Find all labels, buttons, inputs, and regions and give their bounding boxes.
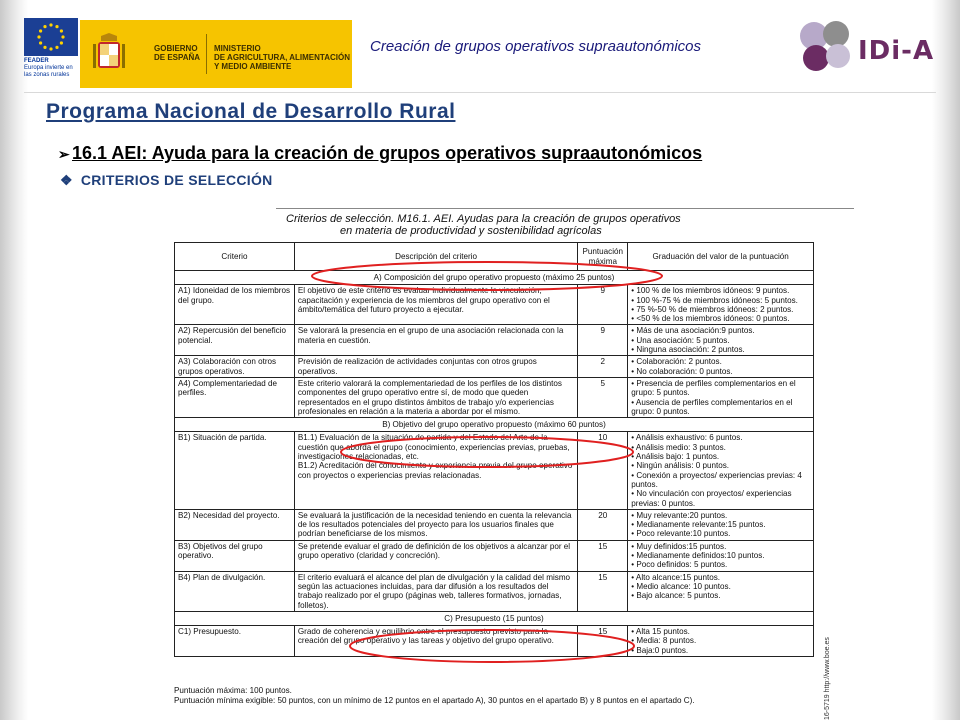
section-row-a xyxy=(175,271,814,285)
table-row xyxy=(175,509,814,540)
government-ministry-logo xyxy=(80,20,352,88)
puntuacion-cell: 9 xyxy=(578,285,628,325)
graduacion-item: • Alto alcance:15 puntos. xyxy=(631,572,721,582)
graduacion-item: • <50 % de los miembros idóneos: 0 puntos. xyxy=(631,314,790,324)
table-header-row xyxy=(175,243,814,271)
graduacion-cell xyxy=(628,540,814,571)
header-subtitle: Creación de grupos operativos supraautonómicos xyxy=(370,38,702,55)
ministry-line1: MINISTERIO xyxy=(214,44,261,53)
table-row xyxy=(175,626,814,657)
document-footnotes xyxy=(174,686,695,706)
graduacion-cell xyxy=(628,285,814,325)
descripcion-part: B1.2) Acreditación del conocimiento y experiencia previa del grupo operativo con proyectos o experiencias previas relacionadas. xyxy=(297,461,573,480)
criterio-cell: A1) Idoneidad de los miembros del grupo. xyxy=(175,285,295,325)
graduacion-item: • 75 %-50 % de miembros idóneos: 2 puntos. xyxy=(631,304,794,314)
graduacion-item: • Bajo alcance: 5 puntos. xyxy=(631,591,721,601)
puntuacion-cell: 15 xyxy=(578,571,628,611)
document-caption-line1: Criterios de selección. M16.1. AEI. Ayudas para la creación de grupos operativos xyxy=(286,213,681,225)
eu-flag-icon xyxy=(24,18,78,56)
criterio-cell: A2) Repercusión del beneficio potencial. xyxy=(175,325,295,356)
document-top-rule xyxy=(276,208,854,209)
descripcion-cell: Este criterio valorará la complementariedad de los perfiles de los distintos componentes del grupo operativo entre sí, de modo que queden representados en el grupo distintos ámbitos de trabajo y/o experiencias profesionales en relación a la materia a abordar por el mismo. xyxy=(294,377,577,417)
graduacion-item: • Poco relevante:10 puntos. xyxy=(631,529,731,539)
descripcion-cell xyxy=(294,432,577,509)
graduacion-item: • 100 %-75 % de miembros idóneos: 5 puntos. xyxy=(631,295,798,305)
section-row-c xyxy=(175,611,814,625)
table-row xyxy=(175,377,814,417)
document-caption-line2: en materia de productividad y sostenibilidad agrícolas xyxy=(340,225,602,237)
graduacion-item: • Baja:0 puntos. xyxy=(631,645,689,655)
criterio-cell: B3) Objetivos del grupo operativo. xyxy=(175,540,295,571)
graduacion-item: • Conexión a proyectos/ experiencias previas: 4 puntos. xyxy=(631,470,802,489)
arrow-bullet-icon: ➢ xyxy=(58,146,70,162)
graduacion-item: • Presencia de perfiles complementarios en el grupo: 5 puntos. xyxy=(631,378,796,398)
section-title-text: 16.1 AEI: Ayuda para la creación de grupos operativos supraautonómicos xyxy=(72,143,703,163)
footnote-max-score: Puntuación máxima: 100 puntos. xyxy=(174,686,292,695)
section-b-label: B) Objetivo del grupo operativo propuesto (máximo 60 puntos) xyxy=(175,418,814,432)
left-shadow-band xyxy=(0,0,28,720)
idi-a-wordmark: IDi-A xyxy=(858,36,935,66)
graduacion-item: • Colaboración: 2 puntos. xyxy=(631,357,722,367)
criteria-table xyxy=(174,242,814,657)
descripcion-part: B1.1) Evaluación de la situación de partida y del Estado del Arte de la cuestión que aborda el grupo (conocimiento, experiencias previas, pruebas, investigaciones relacionadas, etc. xyxy=(297,433,570,462)
descripcion-cell: El objetivo de este criterio es evaluar individualmente la vinculación, capacitación y experiencia de los miembros del grupo operativo con el ámbito/temática del futuro proyecto a ejecutar. xyxy=(294,285,577,325)
table-row xyxy=(175,540,814,571)
graduacion-item: • Medianamente relevante:15 puntos. xyxy=(631,520,766,530)
graduacion-item: • Ausencia de perfiles complementarios en el grupo: 0 puntos. xyxy=(631,397,793,416)
boe-side-reference xyxy=(824,637,854,720)
eu-caption-line2: las zonas rurales xyxy=(24,72,70,78)
graduacion-item: • Poco definidos: 5 puntos. xyxy=(631,560,728,570)
descripcion-cell: Se evaluará la justificación de la necesidad teniendo en cuenta la relevancia de los resultados potenciales del proyecto para los usuarios finales que podrían beneficiarse de los mismos. xyxy=(294,509,577,540)
graduacion-cell xyxy=(628,377,814,417)
descripcion-cell: Se pretende evaluar el grado de definición de los objetivos a alcanzar por el grupo operativo (claridad y concreción). xyxy=(294,540,577,571)
gov-line2: DE ESPAÑA xyxy=(154,53,201,62)
descripcion-cell: Se valorará la presencia en el grupo de una asociación relacionada con la materia en cuestión. xyxy=(294,325,577,356)
section-a-label: A) Composición del grupo operativo propuesto (máximo 25 puntos) xyxy=(175,271,814,285)
header-graduacion: Graduación del valor de la puntuación xyxy=(628,243,814,271)
idi-a-circles-icon xyxy=(796,18,858,74)
graduacion-item: • Alta 15 puntos. xyxy=(631,627,690,637)
document-caption xyxy=(286,213,681,237)
graduacion-item: • Muy relevante:20 puntos. xyxy=(631,510,728,520)
criterio-cell: B1) Situación de partida. xyxy=(175,432,295,509)
graduacion-item: • Muy definidos:15 puntos. xyxy=(631,541,727,551)
graduacion-cell xyxy=(628,432,814,509)
descripcion-cell: El criterio evaluará el alcance del plan de divulgación y la calidad del mismo según las actuaciones incluidas, para dar difusión a los resultados del trabajo realizado por el grupo (páginas web, talleres formativos, jornadas, folletos). xyxy=(294,571,577,611)
graduacion-cell xyxy=(628,571,814,611)
table-row xyxy=(175,356,814,378)
criterio-cell: A3) Colaboración con otros grupos operativos. xyxy=(175,356,295,378)
graduacion-item: • Media: 8 puntos. xyxy=(631,636,697,646)
header-puntuacion: Puntuación máxima xyxy=(578,243,628,271)
graduacion-item: • Análisis medio: 3 puntos. xyxy=(631,442,726,452)
puntuacion-cell: 10 xyxy=(578,432,628,509)
right-shadow-band xyxy=(932,0,960,720)
ministry-text xyxy=(214,44,350,71)
graduacion-item: • No colaboración: 0 puntos. xyxy=(631,366,733,376)
header-descripcion: Descripción del criterio xyxy=(294,243,577,271)
criteria-document-scan xyxy=(116,206,854,720)
footnote-min-score: Puntuación mínima exigible: 50 puntos, con un mínimo de 12 puntos en el apartado A), 30 puntos en el apartado B) y 8 puntos en el apartado C). xyxy=(174,696,695,705)
graduacion-cell xyxy=(628,356,814,378)
descripcion-cell: Grado de coherencia y equilibrio entre el presupuesto previsto para la creación del grupo operativo y las tareas y objetivo del grupo operativo. xyxy=(294,626,577,657)
criterio-cell: B2) Necesidad del proyecto. xyxy=(175,509,295,540)
puntuacion-cell: 20 xyxy=(578,509,628,540)
boe-side-text: 16-5719 http://www.boe.es xyxy=(824,637,831,720)
graduacion-item: • Análisis exhaustivo: 6 puntos. xyxy=(631,433,743,443)
ministry-line2: DE AGRICULTURA, ALIMENTACIÓN xyxy=(214,53,350,62)
header-criterio: Criterio xyxy=(175,243,295,271)
descripcion-cell: Previsión de realización de actividades conjuntas con otros grupos operativos. xyxy=(294,356,577,378)
graduacion-item: • Ningún análisis: 0 puntos. xyxy=(631,461,730,471)
table-row xyxy=(175,432,814,509)
page-title: Programa Nacional de Desarrollo Rural xyxy=(46,100,456,123)
gov-separator xyxy=(206,34,207,74)
section-row-b xyxy=(175,418,814,432)
table-row xyxy=(175,571,814,611)
table-row xyxy=(175,325,814,356)
graduacion-cell xyxy=(628,626,814,657)
ministry-line3: Y MEDIO AMBIENTE xyxy=(214,62,292,71)
coat-of-arms-icon xyxy=(92,32,126,76)
criterio-cell: B4) Plan de divulgación. xyxy=(175,571,295,611)
diamond-bullet-icon: ❖ xyxy=(60,172,73,188)
graduacion-item: • Medianamente definidos:10 puntos. xyxy=(631,551,765,561)
eu-caption xyxy=(24,58,78,79)
graduacion-item: • Más de una asociación:9 puntos. xyxy=(631,326,755,336)
gov-line1: GOBIERNO xyxy=(154,44,198,53)
puntuacion-cell: 15 xyxy=(578,626,628,657)
eu-caption-feader: FEADER xyxy=(24,58,49,64)
puntuacion-cell: 9 xyxy=(578,325,628,356)
eu-feader-logo xyxy=(24,18,78,79)
section-c-label: C) Presupuesto (15 puntos) xyxy=(175,611,814,625)
eu-caption-line1: Europa invierte en xyxy=(24,65,73,71)
graduacion-item: • 100 % de los miembros idóneos: 9 puntos. xyxy=(631,286,790,296)
puntuacion-cell: 2 xyxy=(578,356,628,378)
graduacion-cell xyxy=(628,325,814,356)
criterio-cell: C1) Presupuesto. xyxy=(175,626,295,657)
graduacion-item: • Análisis bajo: 1 puntos. xyxy=(631,452,720,462)
puntuacion-cell: 15 xyxy=(578,540,628,571)
graduacion-cell xyxy=(628,509,814,540)
criteria-heading-text: CRITERIOS DE SELECCIÓN xyxy=(80,172,273,188)
idi-a-logo xyxy=(796,18,936,74)
graduacion-item: • Medio alcance: 10 puntos. xyxy=(631,581,731,591)
graduacion-item: • No vinculación con proyectos/ experiencias previas: 0 puntos. xyxy=(631,489,792,508)
section-title xyxy=(58,143,702,164)
graduacion-item: • Una asociación: 5 puntos. xyxy=(631,335,730,345)
table-row xyxy=(175,285,814,325)
government-text xyxy=(154,44,200,62)
header-divider xyxy=(24,92,936,93)
graduacion-item: • Ninguna asociación: 2 puntos. xyxy=(631,345,745,355)
criterio-cell: A4) Complementariedad de perfiles. xyxy=(175,377,295,417)
criteria-heading xyxy=(60,172,273,189)
puntuacion-cell: 5 xyxy=(578,377,628,417)
